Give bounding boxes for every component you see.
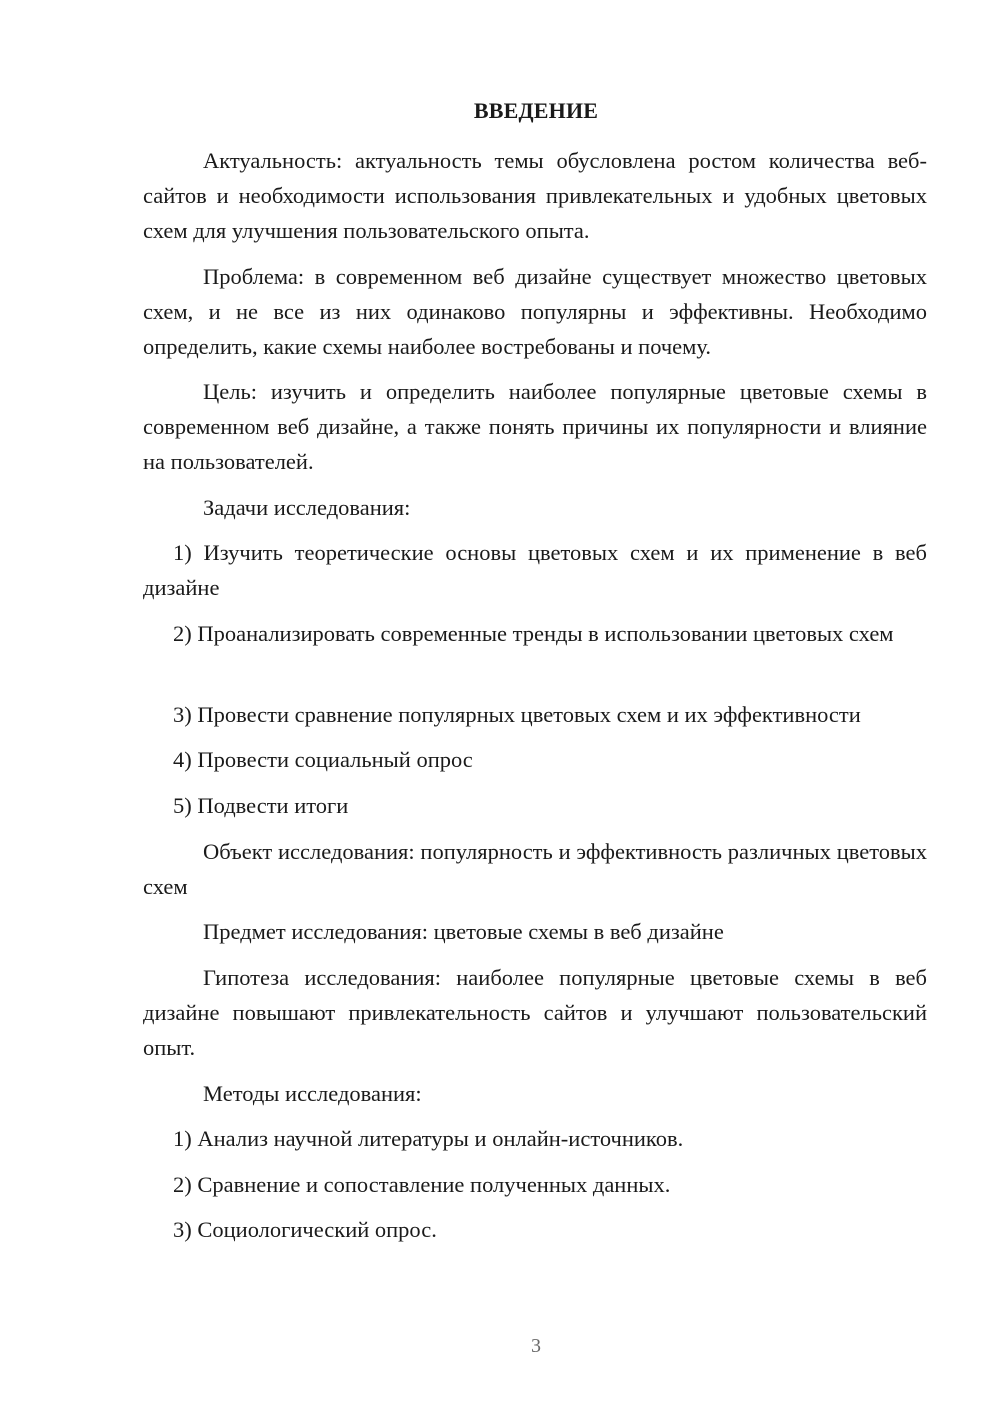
hypothesis-paragraph: Гипотеза исследования: наиболее популярные цветовые схемы в веб дизайне повышают привлекательность сайтов и улучшают пользовательский опыт.: [143, 965, 927, 1060]
subject-paragraph: Предмет исследования: цветовые схемы в веб дизайне: [203, 919, 724, 944]
page-title: ВВЕДЕНИЕ: [473, 98, 599, 123]
page-number: 3: [531, 1335, 541, 1357]
goal-paragraph: Цель: изучить и определить наиболее популярные цветовые схемы в современном веб дизайне, а также понять причины их популярности и влияние на пользователей.: [143, 379, 927, 474]
relevance-paragraph: Актуальность: актуальность темы обусловлена ростом количества веб-сайтов и необходимости использования привлекательных и удобных цветовых схем для улучшения пользовательского опыта.: [143, 148, 927, 243]
task-item: 4) Провести социальный опрос: [173, 747, 473, 772]
object-paragraph: Объект исследования: популярность и эффективность различных цветовых схем: [143, 839, 927, 899]
method-item: 3) Социологический опрос.: [173, 1217, 437, 1242]
methods-heading: Методы исследования:: [203, 1081, 422, 1106]
method-item: 1) Анализ научной литературы и онлайн-источников.: [173, 1126, 684, 1151]
task-item: 3) Провести сравнение популярных цветовых схем и их эффективности: [173, 702, 861, 727]
problem-paragraph: Проблема: в современном веб дизайне существует множество цветовых схем, и не все из них одинаково популярны и эффективны. Необходимо определить, какие схемы наиболее востребованы и почему.: [143, 264, 927, 359]
task-item: 2) Проанализировать современные тренды в использовании цветовых схем: [173, 621, 894, 646]
task-item: 5) Подвести итоги: [173, 793, 349, 818]
task-item: 1) Изучить теоретические основы цветовых схем и их применение в веб дизайне: [143, 540, 927, 600]
method-item: 2) Сравнение и сопоставление полученных данных.: [173, 1172, 671, 1197]
tasks-heading: Задачи исследования:: [203, 495, 411, 520]
